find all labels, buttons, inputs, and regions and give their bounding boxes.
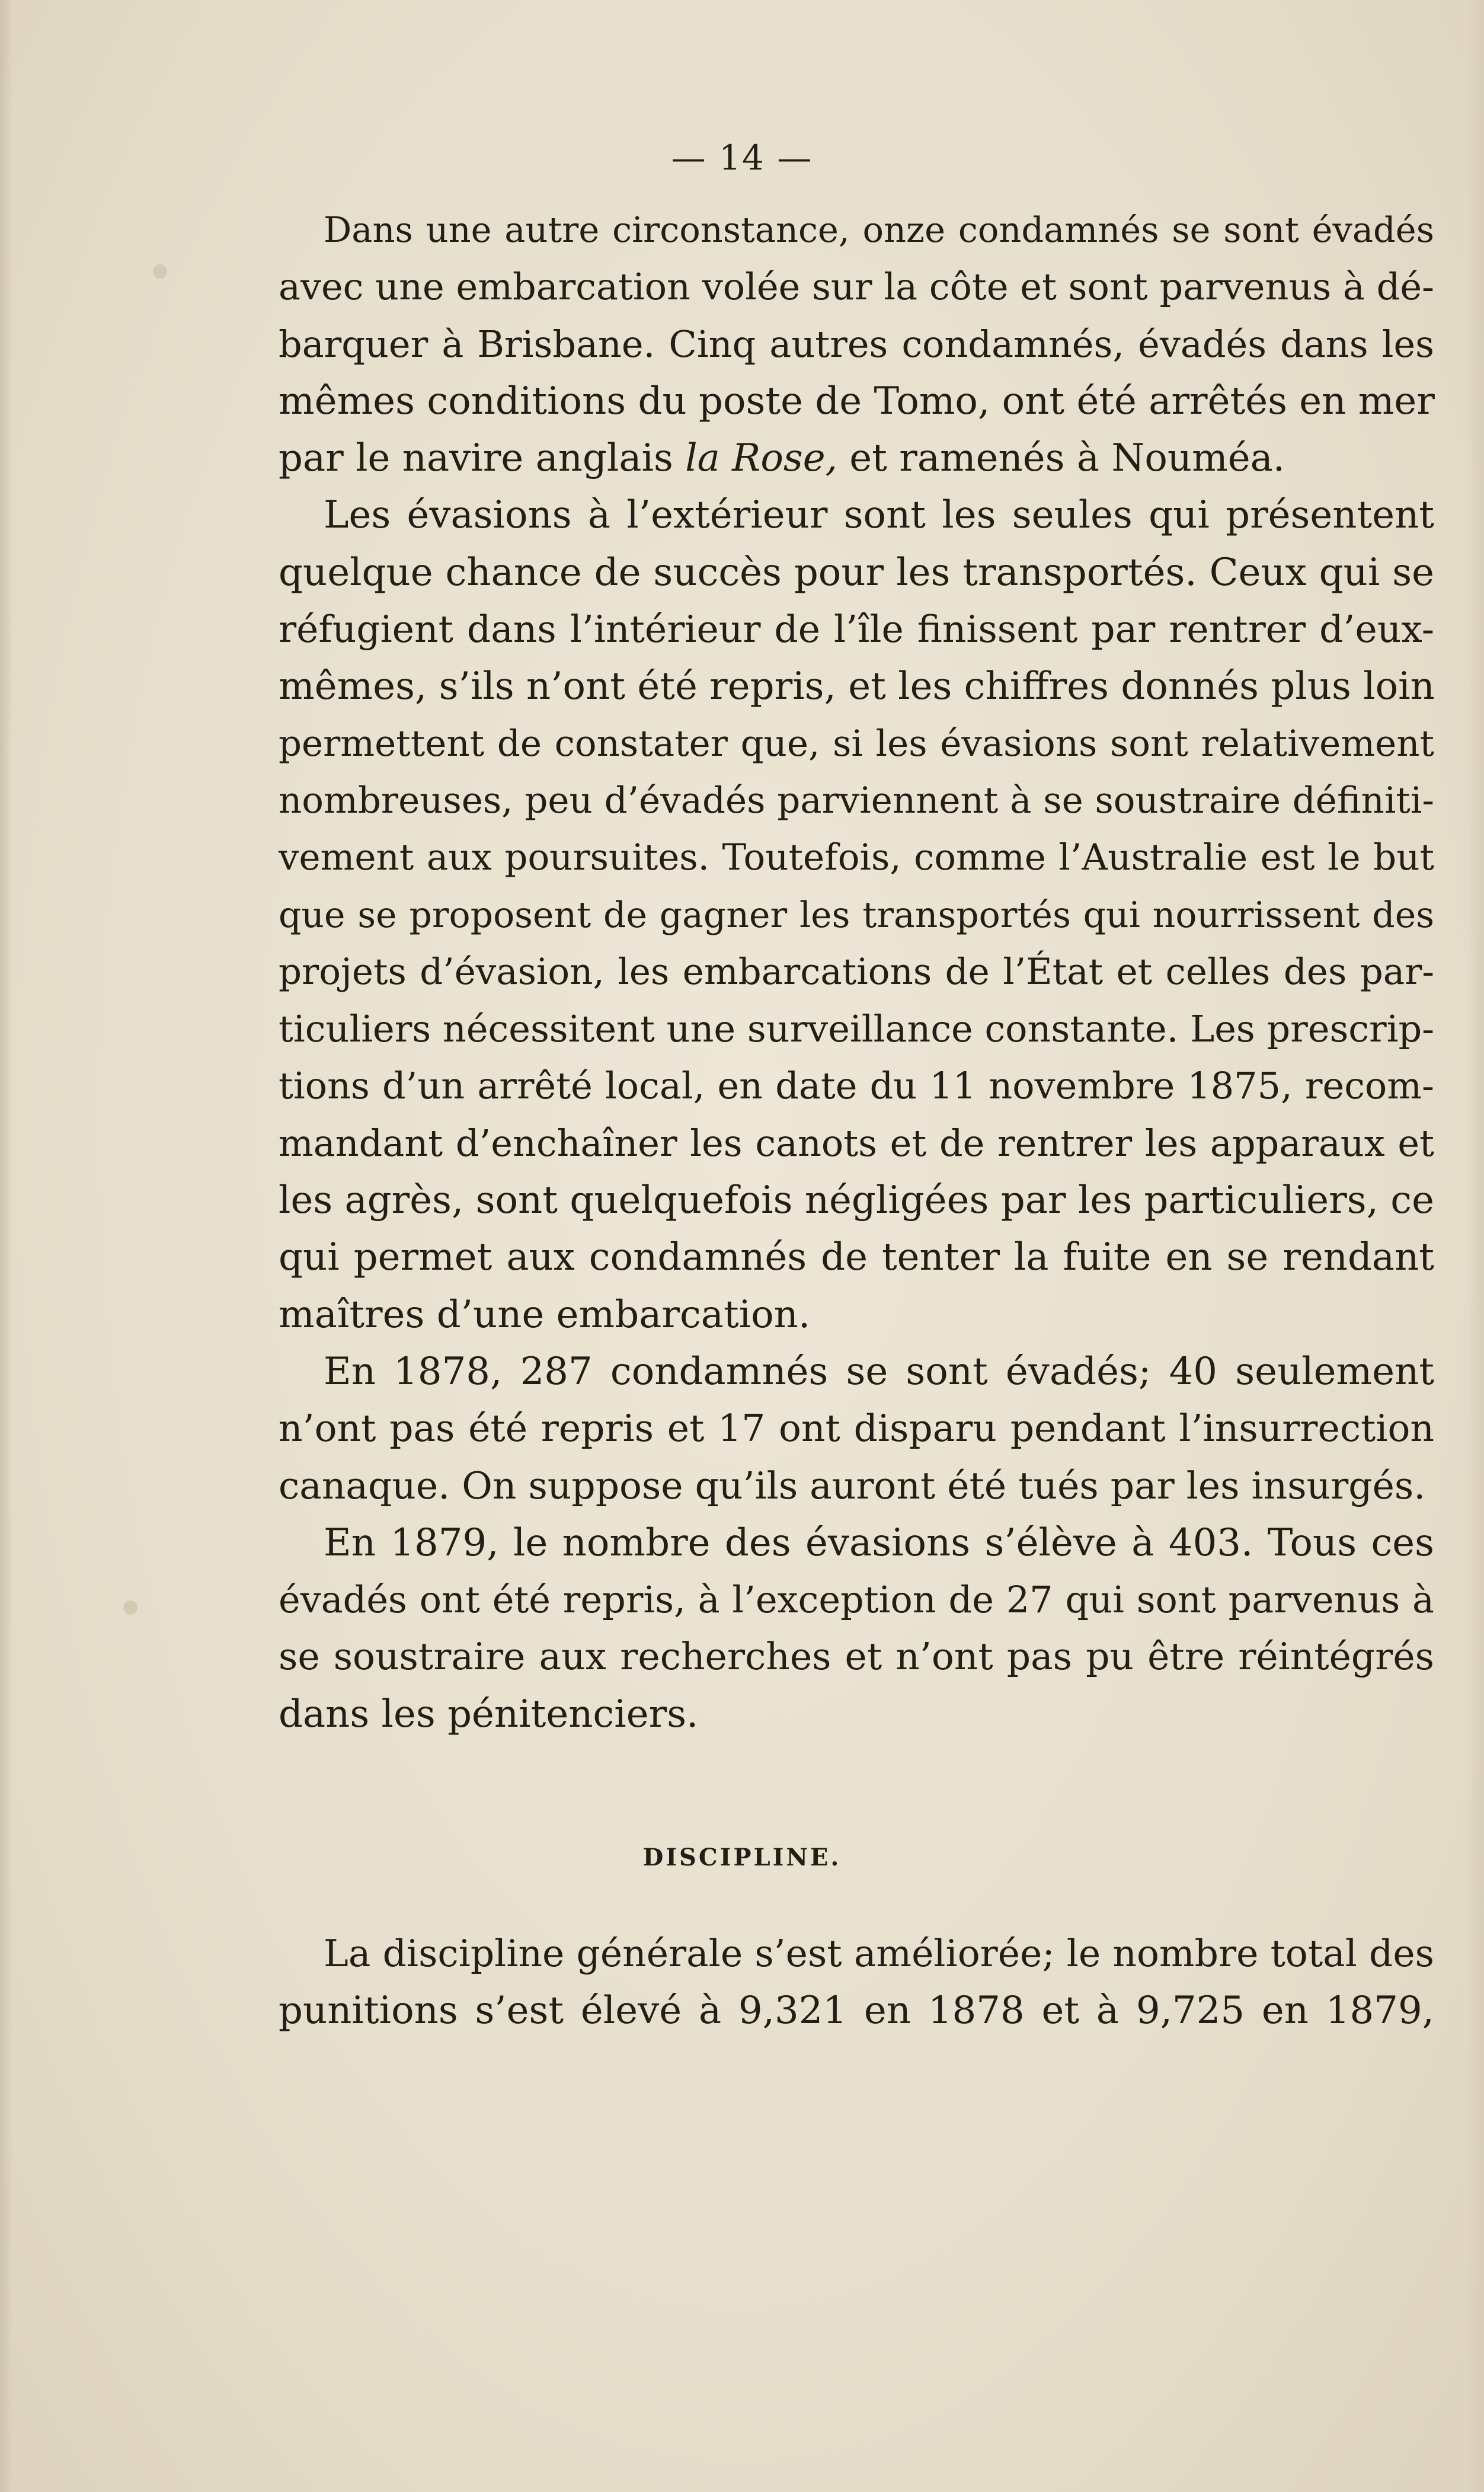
text-line: maîtres d’une embarcation.: [279, 1292, 811, 1337]
text-line: ticuliers nécessitent une surveillance constante. Les prescrip-: [279, 1007, 1435, 1051]
paper-spot: [123, 1600, 137, 1615]
text-line: permettent de constater que, si les évasions sont relativement: [279, 722, 1434, 765]
text-line: évadés ont été repris, à l’exception de 27 qui sont parvenus à: [279, 1578, 1434, 1622]
text-line: nombreuses, peu d’évadés parviennent à se soustraire définiti-: [279, 779, 1434, 822]
text-line: mêmes conditions du poste de Tomo, ont été arrêtés en mer: [279, 379, 1435, 423]
text-line: les agrès, sont quelquefois négligées par les particuliers, ce: [279, 1178, 1434, 1223]
text-line: réfugient dans l’intérieur de l’île finissent par rentrer d’eux-: [279, 608, 1434, 651]
text-line: vement aux poursuites. Toutefois, comme l’Australie est le but: [279, 836, 1434, 879]
text-line: punitions s’est élevé à 9,321 en 1878 et à 9,725 en 1879,: [279, 1989, 1434, 2033]
text-fragment: par le navire anglais: [279, 436, 686, 481]
text-line: projets d’évasion, les embarcations de l’État et celles des par-: [279, 950, 1434, 993]
main-text: [279, 202, 1434, 1743]
text-line: qui permet aux condamnés de tenter la fuite en se rendant: [279, 1235, 1434, 1280]
paper-spot: [153, 264, 167, 279]
text-line: que se proposent de gagner les transportés qui nourrissent des: [279, 894, 1434, 936]
text-line: avec une embarcation volée sur la côte et sont parvenus à dé-: [279, 265, 1434, 309]
page-number: — 14 —: [671, 138, 813, 178]
text-line: barquer à Brisbane. Cinq autres condamnés, évadés dans les: [279, 322, 1434, 366]
text-line: mêmes, s’ils n’ont été repris, et les chiffres donnés plus loin: [279, 664, 1435, 709]
text-line: En 1878, 287 condamnés se sont évadés; 40 seulement: [324, 1349, 1434, 1394]
section-heading: DISCIPLINE.: [642, 1844, 842, 1871]
text-line: tions d’un arrêté local, en date du 11 novembre 1875, recom-: [279, 1064, 1434, 1108]
text-line: Les évasions à l’extérieur sont les seules qui présentent: [324, 493, 1434, 538]
text-line: En 1879, le nombre des évasions s’élève à 403. Tous ces: [324, 1520, 1434, 1565]
text-line: n’ont pas été repris et 17 ont disparu pendant l’insurrection: [279, 1407, 1434, 1451]
text-line: La discipline générale s’est améliorée; le nombre total des: [324, 1932, 1434, 1975]
discipline-text: [279, 1925, 1434, 2040]
text-fragment: et ramenés à Nouméa.: [837, 436, 1285, 481]
text-line: Dans une autre circonstance, onze condamnés se sont évadés: [324, 209, 1434, 250]
text-line: mandant d’enchaîner les canots et de rentrer les apparaux et: [279, 1121, 1434, 1165]
text-line: canaque. On suppose qu’ils auront été tués par les insurgés.: [279, 1464, 1426, 1507]
page-left-edge: [0, 0, 13, 2492]
text-line: dans les pénitenciers.: [279, 1692, 699, 1736]
text-line: [279, 430, 1434, 487]
ship-name: la Rose,: [685, 436, 837, 481]
page-right-edge: [1466, 0, 1484, 2492]
text-line: quelque chance de succès pour les transportés. Ceux qui se: [279, 550, 1434, 595]
text-line: se soustraire aux recherches et n’ont pas pu être réintégrés: [279, 1635, 1434, 1679]
